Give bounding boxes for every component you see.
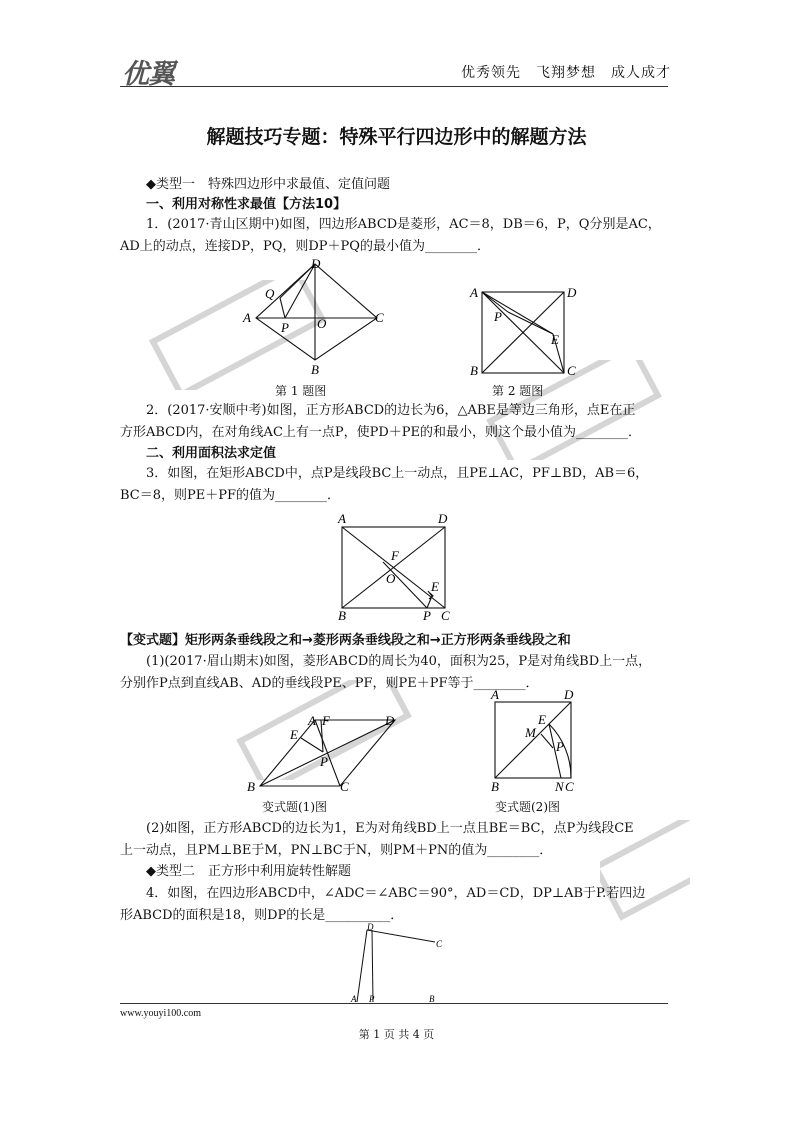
variant-2-line1: (2)如图，正方形ABCD的边长为1，E为对角线BD上一点且BE＝BC，点P为线段CE (146, 821, 634, 836)
vfig1-label-f: F (322, 713, 330, 728)
variant-heading: 【变式题】矩形两条垂线段之和→菱形两条垂线段之和→正方形两条垂线段之和 (120, 633, 571, 648)
watermark-logo (480, 360, 670, 460)
vfig2-label-p: P (556, 739, 564, 754)
vfig1-label-p: P (320, 754, 328, 769)
vfig2-label-b: B (491, 779, 499, 794)
variant-figure-2-caption: 变式题(2)图 (495, 800, 560, 814)
fig3-label-a: A (338, 511, 346, 526)
question-1-line1: 1．(2017·青山区期中)如图，四边形ABCD是菱形，AC＝8，DB＝6，P，Q分别是AC， (146, 217, 661, 232)
fig2-label-p: P (494, 309, 502, 324)
fig4-label-d: D (367, 922, 374, 932)
fig3-label-p: P (423, 608, 431, 623)
vfig2-label-m: M (525, 725, 536, 740)
fig4-label-a: A (351, 994, 357, 1004)
section1-heading: 一、利用对称性求最值【方法10】 (146, 197, 347, 212)
fig2-label-a: A (470, 285, 478, 300)
fig1-label-q: Q (265, 286, 275, 301)
fig3-label-c: C (441, 608, 450, 623)
type1-heading: ◆类型一 特殊四边形中求最值、定值问题 (146, 177, 390, 192)
question-4-line1: 4．如图，在四边形ABCD中，∠ADC＝∠ABC＝90°，AD＝CD，DP⊥AB于P.若四边 (146, 886, 646, 901)
question-2-line2: 方形ABCD内，在对角线AC上有一点P，使PD＋PE的和最小，则这个最小值为________． (120, 425, 642, 440)
vfig1-label-b: B (247, 779, 255, 794)
fig1-label-b: B (311, 362, 319, 377)
fig2-label-e: E (551, 332, 559, 347)
vfig2-label-e: E (538, 712, 546, 727)
question-4-line2: 形ABCD的面积是18，则DP的长是__________． (120, 908, 404, 923)
fig4-label-b: B (429, 994, 435, 1004)
question-3-line2: BC＝8，则PE＋PF的值为________． (120, 488, 341, 503)
fig1-label-c: C (375, 310, 384, 325)
vfig1-label-a: A (308, 713, 316, 728)
variant-figure-1-caption: 变式题(1)图 (262, 800, 327, 814)
brand-logo: 优翼 (122, 59, 174, 90)
fig4-label-p: P (369, 994, 375, 1004)
fig3-label-o: O (386, 571, 396, 586)
header-rule (120, 86, 668, 87)
figure-1-caption: 第 1 题图 (275, 384, 327, 398)
variant-1-line2: 分别作P点到直线AB、AD的垂线段PE、PF，则PE＋PF等于________． (120, 676, 539, 691)
vfig1-label-d: D (385, 713, 395, 728)
fig2-label-b: B (470, 363, 478, 378)
fig3-label-b: B (338, 608, 346, 623)
figure-3-rectangle (330, 507, 460, 627)
question-3-line1: 3．如图，在矩形ABCD中，点P是线段BC上一动点，且PE⊥AC，PF⊥BD，AB＝6， (146, 466, 649, 481)
fig3-label-e: E (431, 579, 439, 594)
fig3-label-f: F (391, 548, 399, 563)
variant-2-line2: 上一动点，且PM⊥BE于M，PN⊥BC于N，则PM＋PN的值为________． (120, 843, 553, 858)
watermark-logo (140, 280, 340, 390)
header-slogan: 优秀领先 飞翔梦想 成人成才 (461, 65, 671, 81)
vfig2-label-c: C (565, 779, 574, 794)
footer-rule (120, 1003, 668, 1004)
question-1-line2: AD上的动点，连接DP，PQ，则DP＋PQ的最小值为________． (120, 239, 490, 254)
fig3-label-d: D (438, 511, 448, 526)
figure-2-caption: 第 2 题图 (492, 384, 544, 398)
page-number: 第 1 页 共 4 页 (358, 1028, 435, 1041)
fig2-label-d: D (567, 285, 577, 300)
footer-url[interactable]: www.youyi100.com (120, 1008, 202, 1019)
watermark-logo (600, 820, 690, 930)
question-2-line1: 2．(2017·安顺中考)如图，正方形ABCD的边长为6，△ABE是等边三角形，点E在正 (146, 403, 636, 418)
watermark-logo (230, 680, 420, 780)
vfig1-label-c: C (340, 779, 349, 794)
figure-4-quadrilateral (345, 920, 455, 1004)
section2-heading: 二、利用面积法求定值 (146, 446, 277, 461)
fig1-label-p: P (281, 320, 289, 335)
fig1-label-a: A (243, 310, 251, 325)
vfig2-label-d: D (564, 690, 574, 702)
vfig1-label-e: E (290, 727, 298, 742)
variant-1-line1: (1)(2017·眉山期末)如图，菱形ABCD的周长为40，面积为25，P是对角线BD上一点， (146, 654, 652, 669)
vfig2-label-a: A (491, 690, 499, 702)
type2-heading: ◆类型二 正方形中利用旋转性解题 (146, 864, 351, 879)
vfig2-label-n: N (555, 779, 564, 794)
fig4-label-c: C (436, 939, 443, 949)
page-title: 解题技巧专题：特殊平行四边形中的解题方法 (206, 126, 587, 148)
variant-figure-2-square (485, 690, 585, 796)
fig1-label-o: O (317, 316, 327, 331)
fig1-label-d: D (311, 256, 321, 271)
fig2-label-c: C (567, 363, 576, 378)
